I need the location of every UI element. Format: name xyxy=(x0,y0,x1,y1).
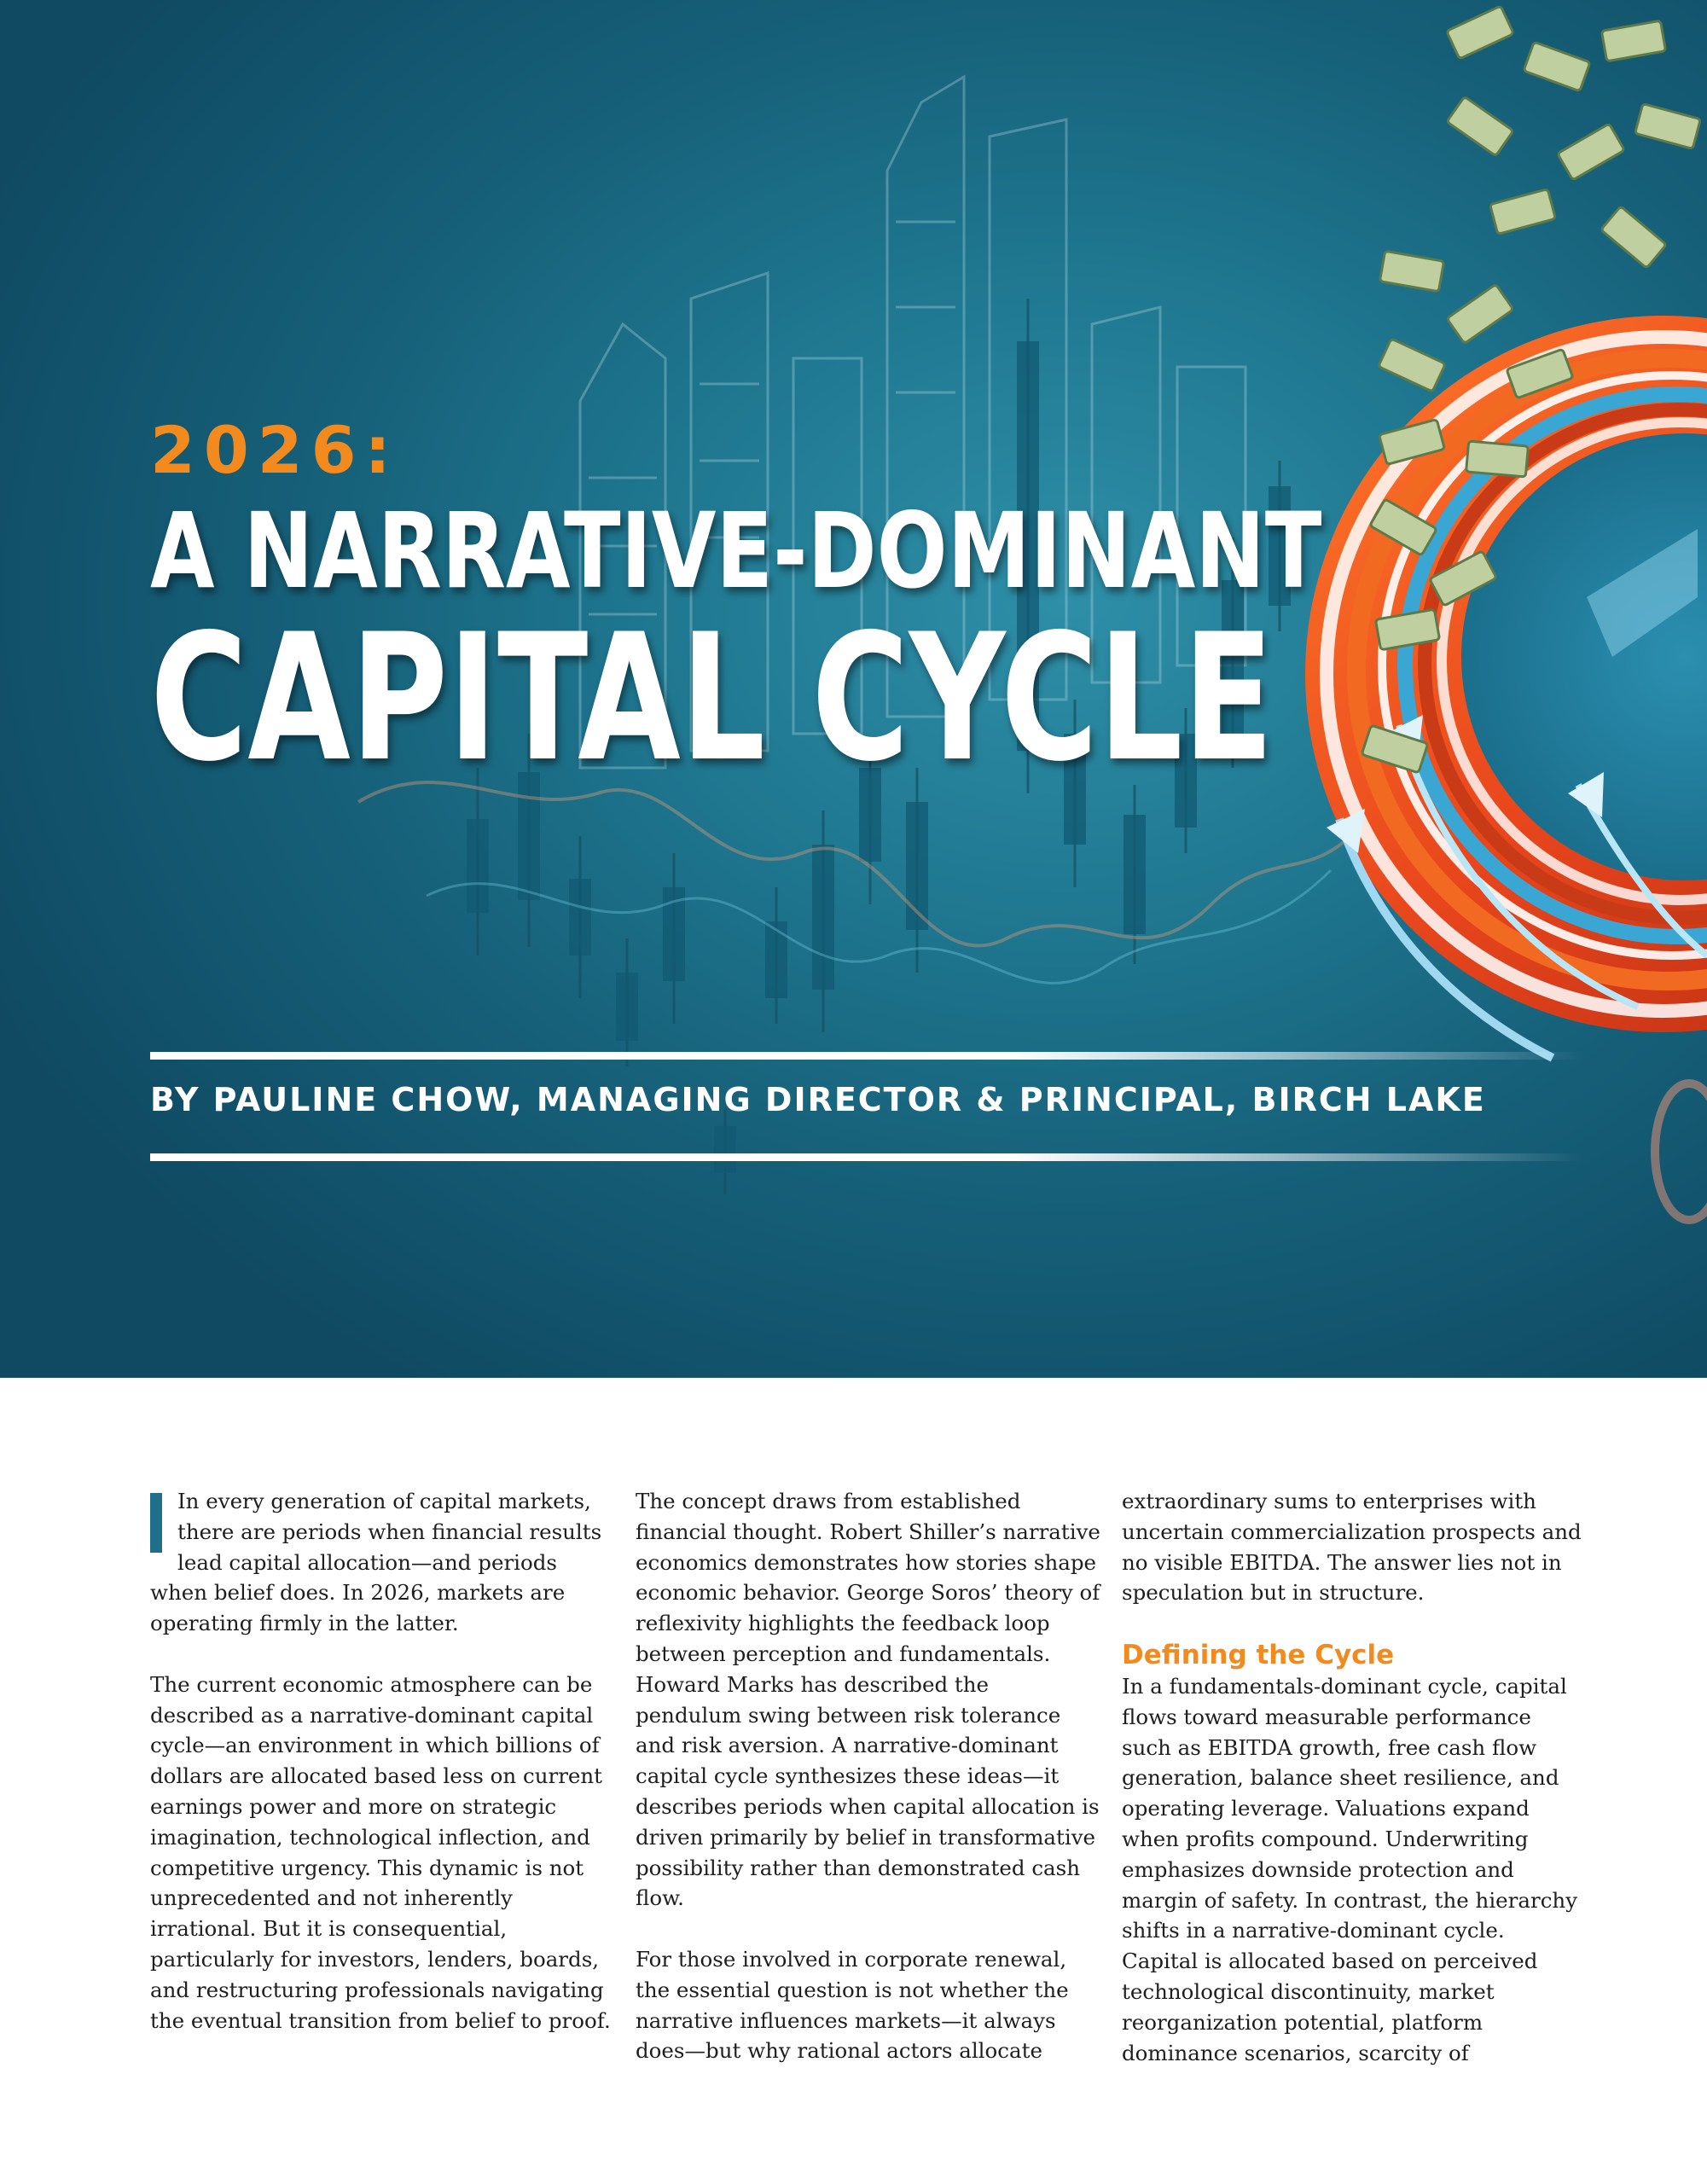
paragraph: For those involved in corporate renewal, the essential question is not whether the narrative influences markets—it always does—but why rational actors allocate xyxy=(636,1946,1069,2064)
paragraph: In a fundamentals-dominant cycle, capital flows toward measurable performance such as EBITDA growth, free cash flow generation, balance sheet resilience, and operating leverage. Valuations expand when profits compound. Underwriting emphasizes downside protection and margin of safety. In contrast, the hierarchy shifts in a narrative-dominant cycle. Capital is allocated based on perceived technological discontinuity, market reorganization potential, platform dominance scenarios, scarcity of xyxy=(1122,1673,1578,2065)
paragraph-intro: In every generation of capital markets, there are periods when financial results lead capital allocation—and periods when belief does. In 2026, markets are operating firmly in the latter. xyxy=(150,1489,602,1636)
article-column-2 xyxy=(636,1486,1100,2097)
section-heading: Defining the Cycle xyxy=(1122,1639,1395,1670)
paragraph: The concept draws from established financial thought. Robert Shiller’s narrative economics demonstrates how stories shape economic behavior. George Soros’ theory of reflexivity highlights the feedback loop between perception and fundamentals. Howard Marks has described the pendulum swing between risk tolerance and risk aversion. A narrative-dominant capital cycle synthesizes these ideas—it describes periods when capital allocation is driven primarily by belief in transformative possibility rather than demonstrated cash flow. xyxy=(636,1489,1100,1911)
drop-cap xyxy=(150,1493,162,1553)
paragraph: The current economic atmosphere can be described as a narrative-dominant capital cycle—an environment in which billions of dollars are allocated based less on current earnings power and more on strategic imagination, technological inflection, and competitive urgency. This dynamic is not unprecedented and not inherently irrational. But it is consequential, particularly for investors, lenders, boards, and restructuring professionals navigating the eventual transition from belief to proof. xyxy=(150,1671,611,2033)
title-line-2: CAPITAL CYCLE xyxy=(150,597,1274,800)
article-column-3 xyxy=(1122,1486,1587,2099)
title-kicker: 2026: xyxy=(150,412,399,488)
byline-rule-bottom xyxy=(150,1153,1583,1161)
byline: BY PAULINE CHOW, MANAGING DIRECTOR & PRINCIPAL, BIRCH LAKE xyxy=(150,1081,1486,1118)
page-title xyxy=(150,491,1629,800)
title-line-1: A NARRATIVE-DOMINANT xyxy=(150,491,1322,612)
paragraph: extraordinary sums to enterprises with uncertain commercialization prospects and no visible EBITDA. The answer lies not in speculation but in structure. xyxy=(1122,1489,1582,1606)
article-column-1 xyxy=(150,1486,611,2066)
byline-rule-top xyxy=(150,1052,1583,1060)
